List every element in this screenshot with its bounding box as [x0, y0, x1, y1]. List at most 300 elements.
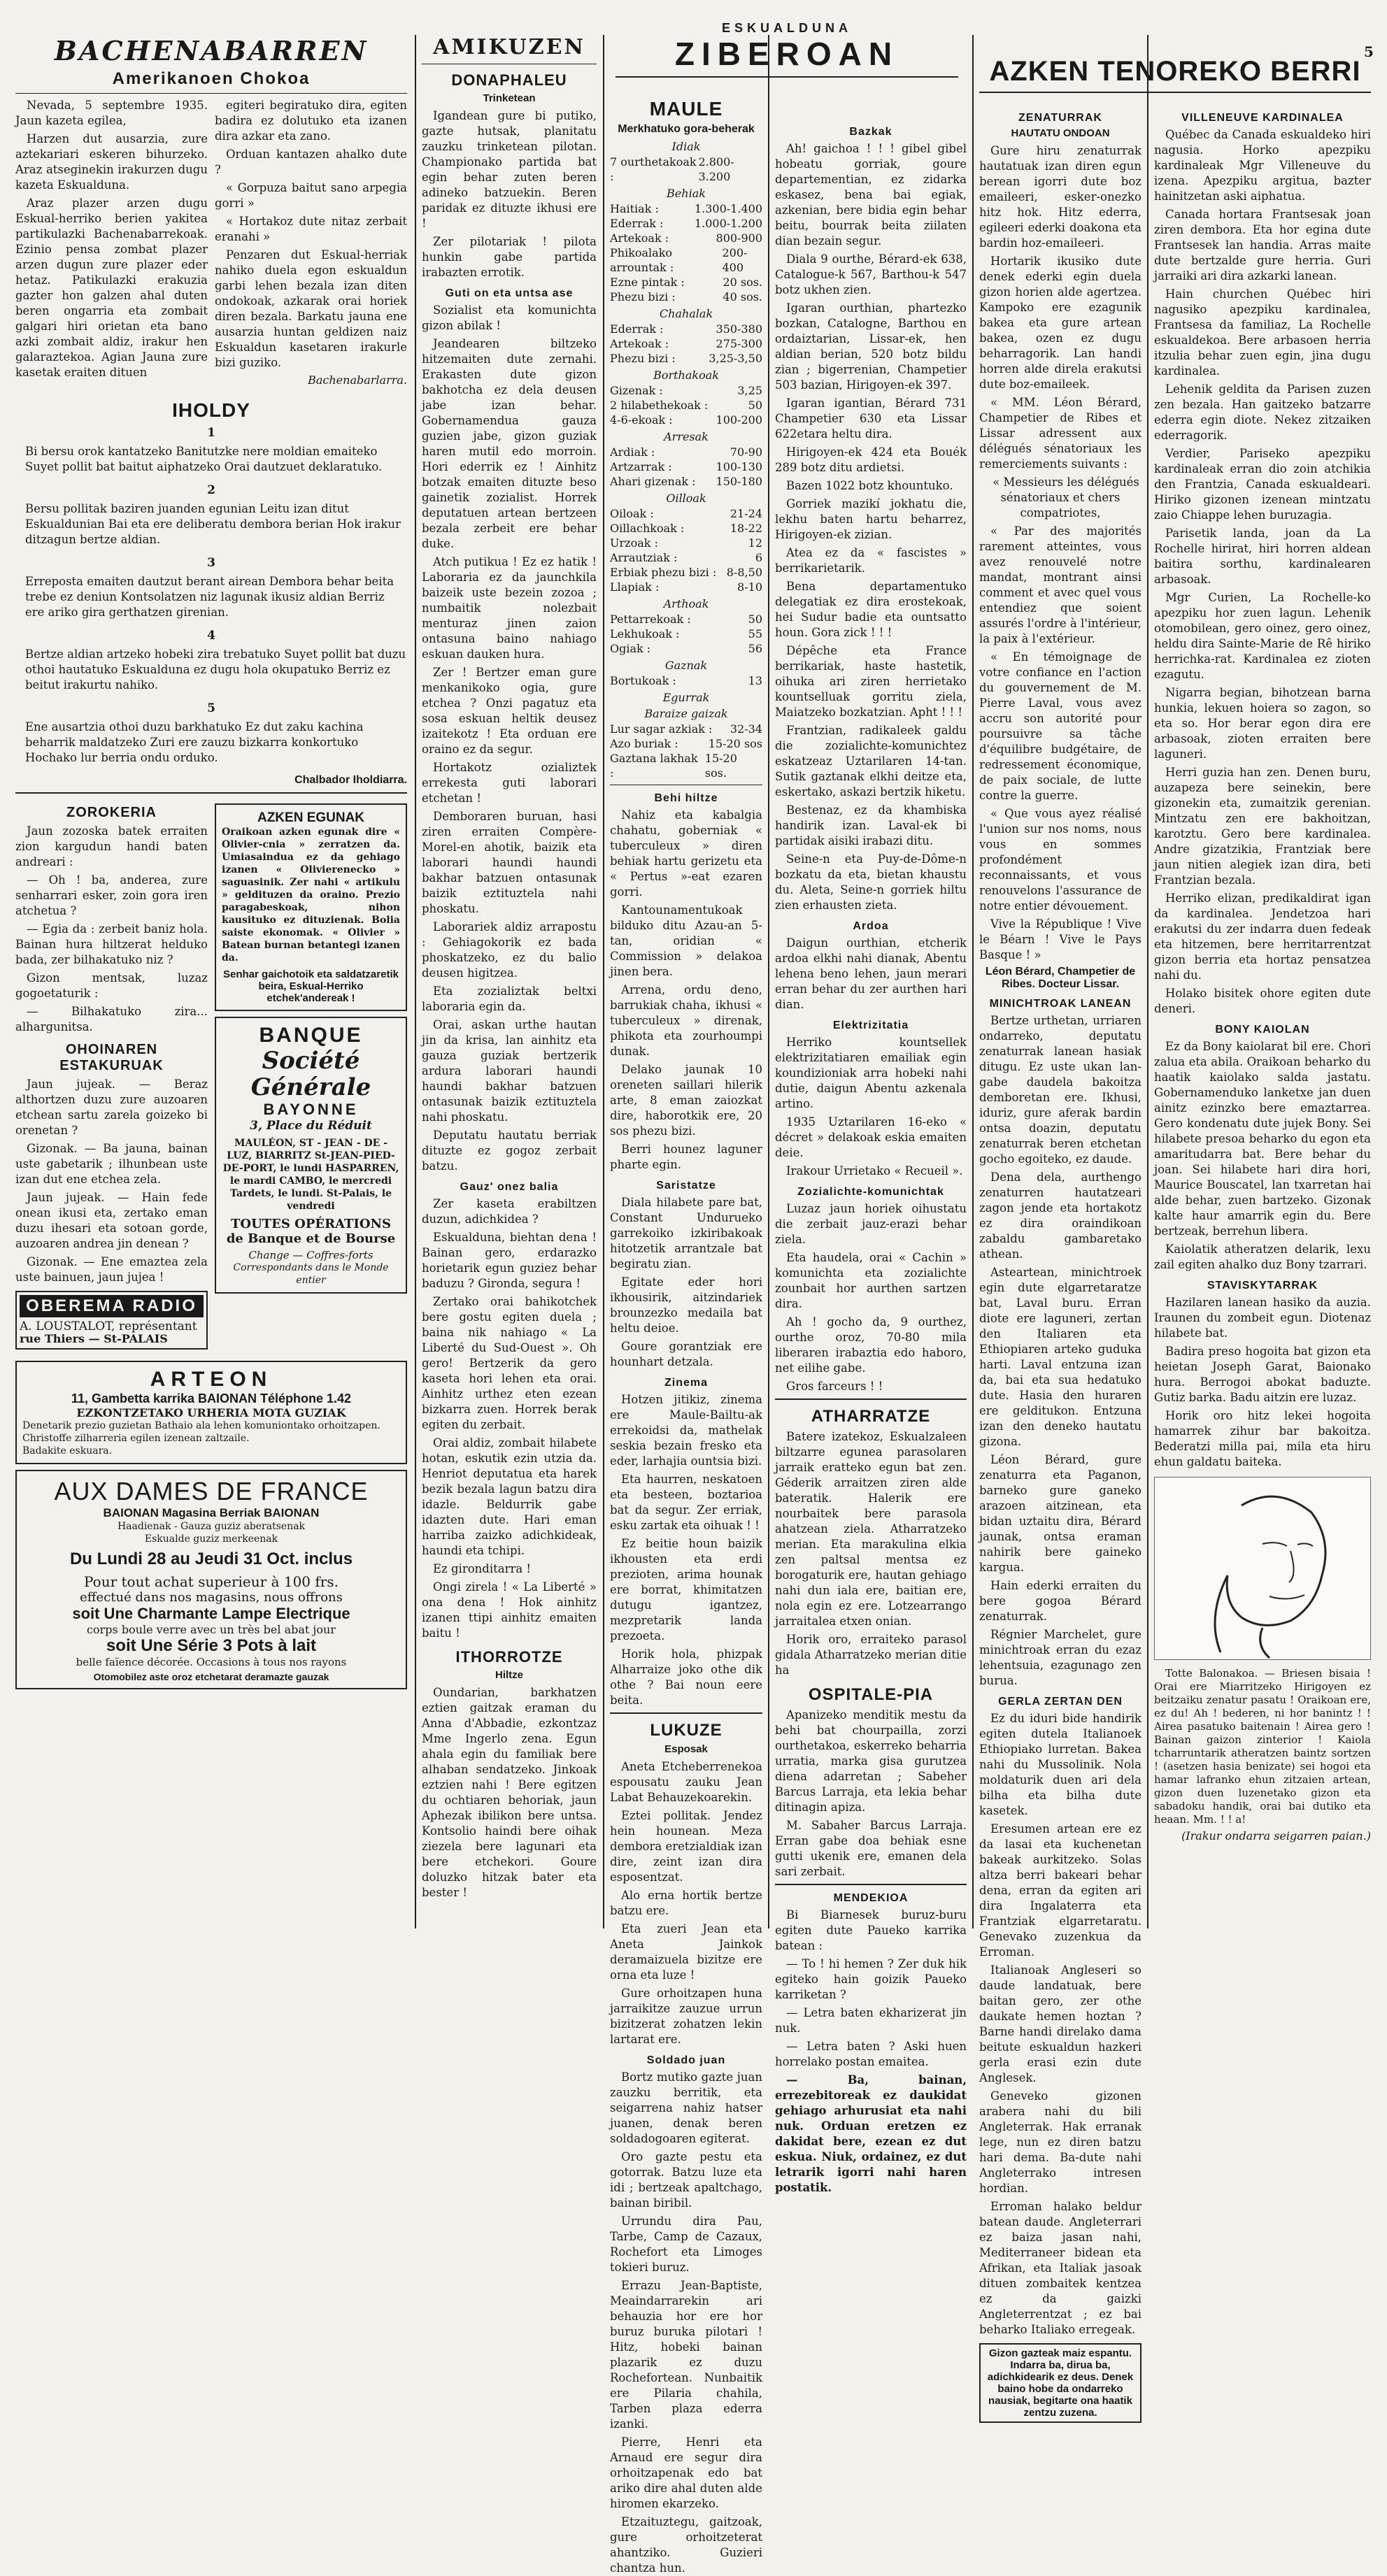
- masthead-title: ZIBEROAN: [674, 36, 899, 72]
- letter-paragraph: Nevada, 5 septembre 1935. Jaun kazeta egilea,: [15, 99, 208, 127]
- footer-bold: Gizon gazteak maiz espantu. Indarra ba, dirua ba, adichkidearik ez deus. Denek baino hobe da ondarreko nausiak, begitarte ona haatik zentzu zuzena.: [987, 2347, 1134, 2419]
- zorokeria-line: — Bilhakatuko zira... alhargunitsa.: [15, 1005, 208, 1033]
- market-price: 2.800-3.200: [698, 155, 734, 183]
- verse: Bertze aldian artzeko hobeki zira trebatuko Suyet pollit bat duzu othoi hautatuko Eskualduna ez dugu hola okupatuko Berriz ez beitut irakurtu nahiko.: [25, 647, 406, 692]
- paragraph: Ez du iduri bide handirik egiten dutela Italianoek Ethiopiako lurretan. Bakea nahi du Mussolinik. Nola moldaturik duen ari dela bilha eta bilha dute kasetek.: [979, 1712, 1141, 1817]
- paragraph: Atch putikua ! Ez ez hatik ! Laboraria ez da jaunchkila baizeik uste bezein zozoa ; numbaitik nolezbait menturaz jinen zaion ontasuna baino nahiago eskuan dauken hura.: [422, 555, 597, 661]
- paragraph: Daigun ourthian, etcherik ardoa elkhi nahi dianak, Abentu lehena beno lehen, jaun merari erran behar du zer aurthen hari dian.: [775, 936, 967, 1011]
- paragraph: Badira preso hogoita bat gizon eta heietan Joseph Garat, Baionako hura. Berrogoi abokat baduzte. Gutiz barka. Badu aitzin ere luzaz.: [1154, 1345, 1371, 1404]
- paragraph: Eztei pollitak. Jendez hein hounean. Meza dembora eretzialdiak izan dire, zeint izan dira esposentzat.: [610, 1809, 762, 1884]
- paragraph: Mgr Curien, La Rochelle-ko apezpiku hor zuen lagun. Lehenik otomobilean, gero oinez, gero oinez, heldu dira Sainte-Marie de Rê hiriko herrichka-rat. Kardinalea ez zioten ezagutu.: [1154, 591, 1371, 681]
- market-category: Borthakoak: [653, 368, 719, 382]
- market-row: [610, 336, 762, 351]
- paragraph: Hain churchen Québec hiri nagusiko apezpiku kardinalea, Frantsesa da familiaz, La Rochelle eskualdekoa. Bere arbasoen herria itzulia behar zuen egin, jina dugu kardinalea.: [1154, 287, 1371, 378]
- market-row: [610, 351, 762, 366]
- verse-number: 2: [207, 483, 215, 497]
- banque-ad: [215, 1017, 407, 1294]
- zorokeria-line: Gizon mentsak, luzaz gogoetaturik :: [15, 971, 208, 1000]
- subsection-title: Zozialichte-komunichtak: [797, 1186, 944, 1198]
- zorokeria-line: — Egia da : zerbeit baniz hola. Bainan hura hiltzerat helduko bada, zer bilhakatuko niz ?: [15, 922, 208, 966]
- market-price: 3,25-3,50: [709, 352, 762, 365]
- arteon-title: ARTEON: [150, 1368, 273, 1391]
- subsection-title: Ardoa: [853, 920, 889, 932]
- paragraph: Oro gazte pestu eta gotorrak. Batzu luze eta idi ; bertzeak apaltchago, bainan biribil.: [610, 2150, 762, 2210]
- market-price: 1.000-1.200: [694, 217, 762, 230]
- market-row: [610, 751, 762, 780]
- ohoin-line: Gizonak. — Ba jauna, bainan uste gabetarik ; ilhunbean uste izan dut ene etchea zela.: [15, 1142, 208, 1186]
- portrait-note: (Irakur ondarra seigarren paian.): [1181, 1829, 1371, 1842]
- zenaturrak-signature: Léon Bérard, Champetier de Ribes. Docteur Lissar.: [985, 966, 1136, 990]
- azken-tenoreko-header: [979, 56, 1371, 97]
- paragraph: Québec da Canada eskualdeko hiri nagusia. Horko apezpiku kardinaleak Mgr Villeneuve du izena. Apezpiku argitua, bazter hainitzetan aski aiphatua.: [1154, 128, 1371, 203]
- bony-title: BONY KAIOLAN: [1215, 1024, 1310, 1036]
- letter-paragraph: Araz plazer arzen dugu Eskual-herriko berien yakitea partikulazki Bachenabarrekoak. Ezinio pensa zombat plazer arzen dugun zure plazer eder hetaz. Patikulazki erakuzia gazter hon galzen ahal duten beren ongarria eta zombait galgari hiri orietan eta bano azki zombait aldiz, irakur hen galaraztekoa. Agian Jauna zure kasetak eraiten dituen: [15, 196, 208, 379]
- paragraph: Ez da Bony kaiolarat bil ere. Chori zalua eta abila. Oraikoan beharko du haatik kaiolako salda jastatu. Gobernamenduko lanketxe jan duen ainitz ezinzko bere emaztarrea. Gero kondenatu dute jujek Bony. Sei hilabete presoa beharko du egon eta amaritudarra bat. Bere behar du joan. Sei hilabete hari dira hori, Maurice Bouscatel, lan txarretan hai alde behar, zuen bartzeko. Gizonak kalte haur amarrik egin du. Bere bertzeak, berrehun libera.: [1154, 1040, 1371, 1238]
- paragraph: Ez beitie houn baizik ikhousten eta erdi prezioten, arima hounak ere borrat, khimitatzen dutugu igantzez, mezpretarik landa prezoeta.: [610, 1537, 762, 1643]
- letter-paragraph: « Gorpuza baitut sano arpegia gorri »: [215, 181, 407, 210]
- arteon-line: Badakite eskuara.: [22, 1445, 113, 1457]
- ospitale-title: OSPITALE-PIA: [808, 1685, 934, 1704]
- paragraph: Orai aldiz, zombait hilabete hotan, eskutik ezin utzia da. Henriot deputatua eta harek bezik bezala lagun batzu dira idazle. Beldurrik gabe idazten dute. Hari eman harriba zaizko adichkideak, haundi eta tchipi.: [422, 1436, 597, 1557]
- stavisky-title: STAVISKYTARRAK: [1207, 1280, 1318, 1291]
- market-item: Urzoak :: [610, 536, 658, 550]
- market-price: 15-20 sos.: [704, 752, 737, 780]
- market-row: [610, 612, 762, 627]
- paragraph: Italianoak Angleseri so daude landatuak, bere baitan gero, zer othe daukate hemen hoztan ? Barne handi direlako dama beitute eskualdun hazkeri gerla erasi ezin dute Anglesek.: [979, 1963, 1141, 2084]
- paragraph: Goure gorantziak ere hounhart detzala.: [610, 1340, 762, 1368]
- paragraph: Hortakotz ozializtek errekesta guti laborari etchetan !: [422, 761, 597, 805]
- market-category: Behiak: [667, 187, 706, 200]
- verse: Erreposta emaiten dautzut berant airean Dembora behar beita trebe ez deniun Kontsolatzen niz lagunak ikusiz aldian Berriz ere ariko gira gerthatzen girenian.: [25, 575, 394, 619]
- market-price: 50: [748, 613, 762, 626]
- paragraph: Ah ! gocho da, 9 ourthez, ourthe oroz, 70-80 mila liberaren irabaztia edo haboro, net eilihe gabe.: [775, 1315, 967, 1375]
- market-row: [610, 383, 762, 398]
- verse-number: 4: [207, 629, 215, 643]
- paragraph: Bazen 1022 botz khountuko.: [786, 479, 953, 492]
- paragraph: Arrena, ordu deno, barrukiak chaha, ikhusi « tuberculeux » direnak, phikota eta zourhoumpi dunak.: [610, 983, 762, 1058]
- paragraph: Bertze urthetan, urriaren ondarreko, deputatu zenaturrak lanean hasiak ditugu. Ez uste ukan lan-gabe daudela bakoitza demboretan ere. Ikhusi, iduriz, gure aferak bardin ontsa doazin, deputatu zenaturrak beren etchetan gocho egoiteko, ez daude.: [979, 1014, 1141, 1166]
- market-item: Llapiak :: [610, 580, 660, 594]
- ohoin-line: Jaun jujeak. — Beraz althortzen duzu zure auzoaren etchean sartu zarela goizeko bi orenetan ?: [15, 1078, 208, 1137]
- dames-title: AUX DAMES DE FRANCE: [54, 1477, 369, 1505]
- section-title-amikuzen: AMIKUZEN: [433, 35, 585, 59]
- poem-signature: Chalbador Iholdiarra.: [294, 774, 407, 786]
- paragraph: Luzaz jaun horiek oihustatu die zerbait jauz-erazi behar ziela.: [775, 1202, 967, 1246]
- market-price: 100-200: [716, 413, 762, 427]
- paragraph: — To ! hi hemen ? Zer duk hik egiteko hain goizik Paueko karriketan ?: [775, 1957, 967, 2001]
- market-item: Artekoak :: [610, 337, 669, 350]
- verse: Bi bersu orok kantatzeko Banitutzke nere moldian emaiteko Suyet pollit bat baitut aiphatzeko Orai dautzuet deklaratuko.: [25, 445, 383, 473]
- market-item: Ahari gizenak :: [610, 475, 696, 488]
- dames-line: Pour tout achat superieur à 100 frs.: [84, 1573, 339, 1590]
- radio-agent: A. LOUSTALOT, représentant: [20, 1319, 197, 1333]
- letter-paragraph: Penzaren dut Eskual-herriak nahiko duela egon eskualdun garbi lehen bezala izan diten ondokoak, azkarak orai horiek diren bezala. Barkatu jauna ene ausarzia huntan geldizen naiz Eskualdun kasetaren irakurle bizi guziko.: [215, 248, 407, 369]
- paragraph: Dépêche eta France berrikariak, haste hastetik, oihuka ari ziren herrietako kountselluak gorritu ziela, Maiatzeko bozkatzian. Apht ! ! !: [775, 644, 967, 719]
- market-price: 3,25: [737, 384, 762, 397]
- paragraph: Hortarik ikusiko dute denek ederki egin duela gizon horien alde agertzea. Kampoko ere ezagunik bakea eta gure artean bakea, ozen ez dugu beharragorik. Lan handi horren alde direla erakutsi dute boz-emaileek.: [979, 255, 1141, 391]
- market-category: Baraize gaizak: [644, 707, 728, 720]
- paragraph: Hain ederki erraiten du bere gogoa Bérard zenaturrak.: [979, 1579, 1141, 1623]
- poem: [15, 426, 407, 787]
- dames-sub: Eskualde guziz merkeenak: [144, 1533, 278, 1545]
- dames-dates: Du Lundi 28 au Jeudi 31 Oct. inclus: [69, 1550, 353, 1568]
- poem-title: IHOLDY: [172, 399, 250, 421]
- market-item: Lekhukoak :: [610, 627, 680, 641]
- paragraph: Demboraren buruan, hasi ziren erraiten Compère-Morel-en ahotik, baizik eta laborari haundi haundi bakhar batzuen ontasunak baizik eztituztela nahi phoskatu.: [422, 810, 597, 915]
- market-price: 200-400: [722, 246, 748, 274]
- market-row: [610, 231, 762, 245]
- paragraph: Laborariek aldiz arrapostu : Gehiagokorik ez bada phoskatzeko, ez du balio deusen higitzea.: [422, 920, 597, 980]
- section-subtitle: Amerikanoen Chokoa: [112, 69, 311, 88]
- market-category: Oilloak: [666, 492, 706, 505]
- azken-title: AZKEN EGUNAK: [257, 810, 365, 825]
- letter-paragraph: « Hortakoz dute nitaz zerbait eranahi »: [215, 215, 407, 243]
- portrait-caricature: [1154, 1477, 1371, 1660]
- paragraph: Léon Bérard, gure zenaturra eta Paganon, barneko gure ganeko arazoen aitzinean, eta bidan uztaitu dira, Bérard jaunak, ontsa eraman nahirik bere gaineko kargua.: [979, 1453, 1141, 1574]
- market-row: [610, 536, 762, 550]
- paragraph: Eta haurren, neskatoen eta besteen, boztarioa bat da segur. Zer erriak, esku zartak eta oihuak ! !: [610, 1473, 762, 1532]
- verse-number: 5: [207, 701, 215, 715]
- paragraph: Hotzen jitikiz, zinema ere Maule-Bailtu-ak errekoidsi da, mathelak seskia bezain fresko eta eder, larhajia ountsia bizi.: [610, 1393, 762, 1468]
- azken-tenoreko-title: AZKEN TENOREKO BERRI: [989, 56, 1361, 87]
- paragraph: Zer pilotariak ! pilota hunkin gabe partida irabazten errotik.: [422, 235, 597, 279]
- market-price: 100-130: [716, 460, 762, 473]
- market-category: Egurrak: [662, 691, 710, 704]
- zorokeria-title: ZOROKERIA: [66, 805, 157, 820]
- market-item: Pettarrekoak :: [610, 613, 691, 626]
- paragraph: Apanizeko menditik mestu da behi bat chourpailla, zorzi ourthetakoa, eskerreko beharria urratia, marka gisa gurutzea diena adarretan ; Sabeher Barcus Larraja, eta lekia behar ditinagin apiza.: [775, 1708, 967, 1814]
- paragraph: Parisetik landa, joan da La Rochelle hirirat, hiri horren aldean baitira sorthu, kardinalearen arbasoak.: [1154, 527, 1371, 586]
- market-category: Idiak: [671, 140, 701, 153]
- paragraph: Nahiz eta kabalgia chahatu, goberniak « tuberculeux » diren behiak hartu gerizetu eta « Pertus »-eat ezaren gorri.: [610, 808, 762, 899]
- villeneuve-title: VILLENEUVE KARDINALEA: [1181, 112, 1344, 124]
- dames-line: soit Une Série 3 Pots à lait: [106, 1636, 317, 1655]
- market-row: [610, 201, 762, 216]
- paragraph: « En témoignage de votre confiance en l'action du gouvernement de M. Pierre Laval, vous avez accru son autorité pour poursuivre sa tâche d'équilibre budgétaire, de redressement économique, de paix sociale, de lutte contre la guerre.: [979, 650, 1141, 802]
- market-item: Phikoalako arrountak :: [610, 246, 674, 274]
- paragraph: Irakour Urrietako « Recueil ».: [786, 1164, 963, 1178]
- banque-title: BANQUE: [259, 1024, 363, 1047]
- market-item: Ogiak :: [610, 642, 651, 655]
- paragraph: Horik hola, phizpak Alharraize joko othe dik othe ? Bai noun eere beita.: [610, 1647, 762, 1707]
- market-price: 32-34: [730, 722, 762, 736]
- paragraph: Errazu Jean-Baptiste, Meaindarrarekin ari behauzia hor ere hor buruz buruka pilotari ! Hitz, hobeki bainan plazarik ez duzu Rochefortean. Nunbaitik ere Pilaria chahila, Tarben plaza ederra izanki.: [610, 2279, 762, 2431]
- market-item: Lur sagar azkiak :: [610, 722, 713, 736]
- market-row: [610, 580, 762, 594]
- jokes: [15, 798, 208, 1355]
- ithorrotze-title: ITHORROTZE: [455, 1648, 563, 1666]
- donaphaleu-sub: Trinketean: [483, 92, 536, 104]
- market-row: [610, 506, 762, 521]
- market-category: Chahalak: [659, 307, 713, 320]
- paragraph: Eta zozializtak beltxi laboraria egin da.: [422, 985, 597, 1013]
- masthead: [616, 21, 958, 82]
- paragraph: Bi Biarnesek buruz-buru egiten dute Paueko karrika batean :: [775, 1908, 967, 1952]
- paragraph: Etzaituztegu, gaitzoak, gure orhoitzeterat ahantziko. Guzieri chantza hun.: [610, 2515, 762, 2575]
- banque-name: Société Générale: [250, 1047, 371, 1101]
- paragraph: Herriko kountsellek elektrizitatiaren emailiak egin koundizioniak arra hobeki nahi dutie, daigun Abentu azkenala artino.: [775, 1036, 967, 1110]
- paragraph: Egitate eder hori ikhousirik, aitzindariek brounzezko medaila bat heltu deioe.: [610, 1275, 762, 1335]
- market-price: 21-24: [730, 507, 762, 520]
- paragraph: Herri guzia han zen. Denen buru, auzapeza bere seinekin, bere gizonekin eta, zumaitzik gerenian. Mintzatu zen ere bakhoitzan, karotztu. Gero bere kardinalea. Andre gizatzikia, Frantziak bere jaun nitien alegiek izan dira, beti Frantzian bezala.: [1154, 766, 1371, 887]
- market-item: 2 hilabethekoak :: [610, 399, 709, 412]
- letter-paragraph: Harzen dut ausarzia, zure aztekariari eskeren bihurzeko. Araz atseginekin irakurzen dugu kazeta Eskualduna.: [15, 132, 208, 192]
- paragraph: M. Sabaher Barcus Larraja. Erran gabe doa behiak esne gutti ukenik ere, emanen dela sari zerbait.: [775, 1819, 967, 1878]
- paragraph: Igaran ourthian, phartezko bozkan, Catalogne, Barthou en ordaiztarian, Lissar-ek, hen aldian berian, 520 botz bildu zian ; bigerrenian, Champetier 503 bazian, Hirigoyen-ek 397.: [775, 301, 967, 392]
- market-item: Gaztana lakhak :: [610, 752, 698, 780]
- paragraph: Eta zueri Jean eta Aneta Jainkok deramaizuela bizitze ere orna eta luze !: [610, 1922, 762, 1982]
- market-item: Haitiak :: [610, 202, 659, 215]
- column-bachenabarren: [15, 35, 407, 1935]
- market-item: Arrautziak :: [610, 551, 678, 564]
- letter-paragraph: egiteri begiratuko dira, egiten badira ez dolutuko eta izanen dira azkar eta zano.: [215, 99, 407, 143]
- banque-address: 3, Place du Réduit: [250, 1119, 372, 1133]
- ohoin-title: OHOINAREN ESTAKURUAK: [59, 1042, 164, 1073]
- banque-city: BAYONNE: [263, 1101, 359, 1118]
- column-center-right: [775, 126, 967, 2194]
- market-item: Phezu bizi :: [610, 352, 676, 365]
- market-item: 7 ourthetakoak :: [610, 155, 697, 183]
- paragraph: Kaiolatik atheratzen delarik, lexu zail egiten ahalko duz Bony tzarrari.: [1154, 1243, 1371, 1271]
- paragraph: Berri hounez laguner pharte egin.: [610, 1143, 762, 1171]
- paragraph: Aneta Etcheberrenekoa espousatu zauku Jean Labat Behauzekoarekin.: [610, 1760, 762, 1804]
- zorokeria-line: Jaun zozoska batek erraiten zion kargudun handi baten andreari :: [15, 824, 208, 868]
- market-price: 55: [748, 627, 762, 641]
- market-item: 4-6-ekoak :: [610, 413, 673, 427]
- market-item: Bortukoak :: [610, 674, 676, 687]
- column-amikuzen: [422, 35, 597, 1935]
- market-price: 8-10: [737, 580, 762, 594]
- market-row: [610, 216, 762, 231]
- market-row: [610, 641, 762, 656]
- market-price: 50: [748, 399, 762, 412]
- paragraph: Asteartean, minichtroek egin dute elgarretaratze bat, Laval buru. Erran diote ere laguneri, zertan den Italiaren eta Ethiopiaren arteko guduka harti. Laval entzuna izan da, bai eta sua hedatuko dute. Hasia den huraren ere gelditukon. Entzuna izan den deneko hautatu gizona.: [979, 1266, 1141, 1448]
- letter-signature: Bachenabarlarra.: [308, 373, 407, 387]
- banque-operations: TOUTES OPÉRATIONS de Banque et de Bourse: [226, 1217, 396, 1246]
- verse: Bersu pollitak baziren juanden egunian Leitu izan ditut Eskualdunian Bai eta ere deliberatu dembora berian Hok irakur ditzagun bertze aldian.: [25, 502, 401, 546]
- paragraph: Eta haudela, orai « Cachin » komunichta eta zozialichte zounbait hor aurthen sartzen dira.: [775, 1251, 967, 1310]
- paragraph: Gorriek mazikí jokhatu die, lekhu baten hartu beharrez, Hirigoyen-ek zizian.: [775, 497, 967, 541]
- market-row: [610, 459, 762, 474]
- market-price: 56: [748, 642, 762, 655]
- paragraph: Eskualduna, biehtan dena ! Bainan gero, erdarazko horietarik egun guziez behar baduzu ? Gironda, segura !: [422, 1231, 597, 1290]
- zenaturrak-title: ZENATURRAK: [1018, 112, 1102, 124]
- market-price: 13: [748, 674, 762, 687]
- paragraph: Hazilaren lanean hasiko da auzia. Iraunen du zombeit egun. Diotenaz hilabete bat.: [1154, 1296, 1371, 1340]
- paragraph: Verdier, Pariseko apezpiku kardinaleak erran dio zoin atchikia den Frantzia, Canada eskualdeari. Hiriko gizonen izenean mintzatu zaio Chiappe lehen buruzagia.: [1154, 447, 1371, 522]
- paragraph: Bestenaz, ez da khambiska handirik izan. Laval-ek bi partidak aisiki irabazi ditu.: [775, 803, 967, 847]
- paragraph: Gros farceurs ! !: [786, 1380, 883, 1393]
- footer-note: [979, 2343, 1141, 2423]
- paragraph: Erroman halako beldur batean daude. Angleterrari ez baiza jasan nahi, Mediterraneer bidean eta Afrikan, eta Italiak jasoak dituen zombaitek kentzea ez da gaizki Angleterrentzat ; ez bai beharko Italiako erregeak.: [979, 2200, 1141, 2336]
- paragraph: 1935 Uztarilaren 16-eko « décret » delakoak eskia emaiten deie.: [775, 1115, 967, 1159]
- market-row: [610, 413, 762, 427]
- column-villeneuve: [1154, 112, 1371, 1935]
- paragraph: Diala 9 ourthe, Bérard-ek 638, Catalogue-k 567, Barthou-k 547 botz ukhen zien.: [775, 252, 967, 296]
- market-row: [610, 155, 762, 184]
- market-price: 15-20 sos: [708, 737, 762, 750]
- azken-text: Oraikoan azken egunak dire « Olivier-cnia » zerratzen da. Umiasaindua ez da gehiago izanen « Olivierenecko » saguasinik. Zer nahi « artikulu » geldituzen da oraino. Prezio paragabeskoak, nihon kausituko ez dituzienak. Bolia saiste ekonomak. « Olivier » Batean burnan betantegi izanen da.: [222, 827, 400, 964]
- radio-ad: [15, 1291, 208, 1350]
- market-item: Gizenak :: [610, 384, 663, 397]
- subsection-title: Guti on eta untsa ase: [445, 287, 574, 299]
- paragraph: Ah! gaichoa ! ! ! gibel gibel hobeatu gorriak, goure departementian, ez zidarka eskasez, bena bai egiak, azkenian, bere bidia egin behar beitu, bourrak beita ziilaten dian bezain segur.: [775, 142, 967, 248]
- market-item: Erbiak phezu bizi :: [610, 566, 717, 579]
- market-item: Azo buriak :: [610, 737, 678, 750]
- market-row: [610, 627, 762, 641]
- masthead-top: ESKUALDUNA: [722, 21, 852, 35]
- paragraph: Igaran igantian, Bérard 731 Champetier 630 eta Lissar 622etara heltu dira.: [775, 396, 967, 441]
- market-price: 8-8,50: [726, 566, 762, 579]
- page-number: 5: [1364, 43, 1374, 60]
- market-price: 6: [755, 551, 762, 564]
- paragraph: Igandean gure bi putiko, gazte hutsak, planitatu zauzku trinketean pilotan. Championako partida bat egin behar zuten beren adineko batzuekin. Beren paridak ez dituzte ikhusi ere !: [422, 109, 597, 230]
- dames-line: corps boule verre avec un très bel abat jour: [87, 1623, 336, 1636]
- paragraph: Zertako orai bahikotchek bere gostu egiten duela ; baina nik nahiago « La Liberté du Sud-Ouest ». Oh gero! Bertzerik da gero kaseta hori lehen eta orai. Ainhitz urthez eten ezean bizkarra zuen. Horrek berak egiten du zerbait.: [422, 1295, 597, 1431]
- market-table: [610, 140, 762, 780]
- arteon-sub: EZKONTZETAKO URHERIA MOTA GUZIAK: [76, 1406, 346, 1419]
- paragraph: Kantounamentukoak bilduko ditu Azau-an 5-tan, oridian « Commission » delakoa jinen bera.: [610, 903, 762, 978]
- market-row: [610, 474, 762, 489]
- paragraph: « MM. Léon Bérard, Champetier de Ribes et Lissar adressent aux délégués sénatoriaux les remerciements suivants :: [979, 396, 1141, 471]
- market-price: 18-22: [730, 522, 762, 535]
- market-price: 350-380: [716, 322, 762, 336]
- market-row: [610, 245, 762, 275]
- arteon-line: Christoffe zilharreria egilen izenean zaltzaile.: [22, 1433, 250, 1444]
- paragraph: Seine-n eta Puy-de-Dôme-n bozkatu da eta, bietan khaustu du. Aleta, Seine-n gorriek hiltu zien erhausten zieta.: [775, 852, 967, 912]
- dames-line: soit Une Charmante Lampe Electrique: [72, 1605, 350, 1622]
- dames-line: belle faïence décorée. Occasions à tous nos rayons: [76, 1656, 347, 1668]
- azken-bold: Senhar gaichotoik eta saldatzaretik beira, Eskual-Herriko etchek'andereak !: [223, 968, 399, 1004]
- paragraph: Urrundu dira Pau, Tarbe, Camp de Cazaux, Rochefort eta Limoges tokieri buruz.: [610, 2214, 762, 2274]
- market-category: Arthoak: [663, 597, 709, 610]
- column-zenaturrak: [979, 112, 1141, 2419]
- verse-number: 1: [207, 426, 215, 440]
- letter-paragraph: Orduan kantazen ahalko dute ?: [215, 148, 407, 176]
- market-row: [610, 722, 762, 736]
- banque-correspondants: Correspondants dans le Monde entier: [233, 1262, 389, 1286]
- verse-number: 3: [207, 556, 215, 570]
- arteon-line: Denetarik prezio guzietan Bathaio ala lehen komuniontako orhoitzapen.: [22, 1420, 380, 1431]
- paragraph: — Letra baten ekharizerat jin nuk.: [775, 2006, 967, 2035]
- lukuze-title: LUKUZE: [650, 1721, 723, 1740]
- subsection-title: GERLA ZERTAN DEN: [998, 1696, 1123, 1708]
- paragraph: Ongi zirela ! « La Liberté » ona dena ! Hok ainhitz izanen ttipi ainhitz emaiten baitu !: [422, 1580, 597, 1640]
- subsection-title: MINICHTROAK LANEAN: [989, 998, 1132, 1010]
- paragraph: Atea ez da « fascistes » berrikarietarik.: [775, 546, 967, 575]
- paragraph: — Ba, bainan, errezebitoreak ez daukidat gehiago arhurusiat eta nahi nuk. Orduan eretzen ez dakidat bere, ezean ez dut eskua. Niuk, ordainez, ez dut letrarik igorri nahi haren postatik.: [775, 2073, 967, 2194]
- market-row: [610, 289, 762, 304]
- subsection-title: Soldado juan: [646, 2054, 726, 2066]
- ohoin-line: Jaun jujeak. — Hain fede onean ikusi eta, zertako eman duzu ihesari eta sotoan gorde, auzoaren andrea jin denean ?: [15, 1191, 208, 1250]
- market-row: [610, 673, 762, 688]
- arteon-address: 11, Gambetta karrika BAIONAN Téléphone 1.42: [71, 1391, 352, 1405]
- market-price: 40 sos.: [723, 290, 762, 303]
- subsection-title: Behi hiltze: [654, 792, 718, 804]
- market-row: [610, 398, 762, 413]
- section-title-bachenabarren: BACHENABARREN: [54, 35, 369, 66]
- paragraph: Herriko elizan, predikaldirat igan da kardinalea. Jendetzoa hari erakutsi du zer indarra duen fedeak eta hitzemen, bere herritarrentzat gizon berria eta hortaz pensatzea nahi du.: [1154, 892, 1371, 982]
- market-item: Artekoak :: [610, 231, 669, 245]
- market-row: [610, 565, 762, 580]
- paragraph: Batere izatekoz, Eskualzaleen biltzarre egunea parasolaren jarraik eratteko egun bat zen. Géderik arraitzen ziren alde bateratik. Halerik ere nourbaitek bere parasola ahatzean ziela. Atharratzeko merian. Eta marakulina elkia zen paltsal mentsa ez borogaturik ere, hautan gehiago nahi dun iala ere, baitian ere, nola egin ez ere. Lotzearrango jarraitalea etxen onian.: [775, 1430, 967, 1628]
- paragraph: Delako jaunak 10 oreneten saillari hilerik arte, 8 eman zaiozkat dire, haborotkik ere, 20 sos phezu bizi.: [610, 1063, 762, 1138]
- azken-egunak-ad: [215, 803, 407, 1011]
- market-price: 20 sos.: [723, 276, 762, 289]
- paragraph: Alo erna hortik bertze batzu ere.: [610, 1889, 762, 1917]
- paragraph: Oundarian, barkhatzen eztien gaitzak eraman du Anna d'Abbadie, ezkontzaz Mme Ingerlo zena. Egun ahala egin du familiak bere alhaban sendatzeko. Jinkoak eztzien nahi ! Bere egitzen du ochtiaren behoriak, jaun Aphezak ibilikon bere untsa. Kontsolio haindi bere oihak ziezela bere lagunari eta bere etchekori. Goure doluzko hitzak bater eta bester !: [422, 1686, 597, 1899]
- ohoin-line: Gizonak. — Ene emaztea zela uste bainuen, jaun jujea !: [15, 1255, 208, 1284]
- paragraph: Ez gironditarra !: [433, 1562, 532, 1575]
- paragraph: Jeandearen biltzeko hitzemaiten dute zernahi. Erakasten dute gizon bakhotcha ez dela deusen jabe izan behar. Gobernamendua gauza guzien jabe, gizon guziak haren mutil edo morroin. Hori ederrik ez ! Ainhitz botzak emaiten dituzte beso gainetik zozialist. Horrek deputatuen artean bertzeen bezala zerbeit ere behar duke.: [422, 337, 597, 550]
- dames-de-france-ad: [15, 1470, 407, 1689]
- market-row: [610, 736, 762, 751]
- market-price: 800-900: [716, 231, 762, 245]
- paragraph: Hirigoyen-ek 424 eta Bouék 289 botz ditu ardietsi.: [775, 445, 967, 474]
- subsection-title: Saristatze: [656, 1180, 716, 1192]
- paragraph: Nigarra begian, bihotzean barna hunkia, lekuen hoiera so zagon, so eta so. Hor berar egon dira ere arbasoak, zioten erraiten bere laguneri.: [1154, 686, 1371, 761]
- market-price: 70-90: [730, 445, 762, 459]
- market-item: Oiloak :: [610, 507, 654, 520]
- market-price: 150-180: [716, 475, 762, 488]
- column-maule: [610, 98, 762, 2575]
- portrait-drawing: [1155, 1477, 1370, 1659]
- paragraph: Frantzian, radikaleek galdu die zozialichte-komunichtez eskatzeaz Uztarilaren 14-tan. Sutik gaztanak elkhi deitze eta, eskertako, askazi bertzik hiketu.: [775, 724, 967, 799]
- paragraph: Geneveko gizonen arabera nahi du bili Angleterrak. Hak erranak lege, nun ez diren batzu hari dema. Ba-dute nahi Angleterrako intresen hordian.: [979, 2089, 1141, 2195]
- zenaturrak-sub: HAUTATU ONDOAN: [1011, 127, 1110, 139]
- paragraph: Holako bisitek ohore egiten dute deneri.: [1154, 987, 1371, 1015]
- paragraph: Canada hortara Frantsesak joan ziren dembora. Eta hor egina dute Frantsesek lan handia. Arras maite dute bertzalde gure herria. Guri jarraiki ari dira azkarki lanean.: [1154, 208, 1371, 282]
- paragraph: « Que vous ayez réalisé l'union sur nos noms, nous vous en sommes profondément reconnaissants, et vous renouvelons l'assurance de notre entier dévouement.: [979, 807, 1141, 913]
- paragraph: Lehenik geldita da Parisen zuzen zen bezala. Han gaitzeko batzarre ederra egin diote. Nekez zitzaiken ederragorik.: [1154, 382, 1371, 442]
- portrait-caption: Totte Balonakoa. — Briesen bisaia ! Orai ere Miarritzeko Hirigoyen ez beitzaiku zenatur pasatu ! Oraikoan ere, ez du! Ah ! bederen, ni hor banintz ! ! Airea pasatuko baitenain ! Airea gero ! Bainan gaizon zinterior ! Kaiola tcharruntarik atheratzen baintz sortzen ! (asetzen hasia benizate) sei hogoi eta hamar lafranko ehun zitzaien artean, gizon duen luzenetako gizon eta sabadoku handik, orai bai dutiko eta heaan. Mm. ! ! a!: [1154, 1667, 1371, 1826]
- market-row: [610, 275, 762, 289]
- banque-branches: MAULÉON, ST - JEAN - DE - LUZ, BIARRITZ St-JEAN-PIED-DE-PORT, le lundi HASPARREN, le mardi CAMBO, le mercredi Tardets, le lundi. St-Palais, le vendredi: [222, 1138, 399, 1212]
- lukuze-sub: Esposak: [664, 1743, 708, 1755]
- market-row: [610, 521, 762, 536]
- market-category: Gaznak: [664, 659, 708, 672]
- market-item: Ezne pintak :: [610, 276, 685, 289]
- market-row: [610, 445, 762, 459]
- atharratze-title: ATHARRATZE: [811, 1407, 931, 1426]
- maule-title: MAULE: [649, 98, 723, 120]
- paragraph: Horik oro hitz lekei hogoita hamarrek zihur bar bakoitza. Bederatzi milla pai, mila eta hiru ehun galdatu baiteka.: [1154, 1409, 1371, 1468]
- subsection-title: Elektrizitatia: [832, 1019, 909, 1031]
- market-category: Arresak: [664, 430, 709, 443]
- subsection-title: Zinema: [664, 1377, 708, 1389]
- market-price: 12: [748, 536, 762, 550]
- paragraph: Gure orhoitzapen huna jarraikitze zauzue urrun bizitzerat zohatzen lekin lartarat ere.: [610, 1987, 762, 2046]
- paragraph: Bortz mutiko gazte juan zauzku berritik, eta seigarrena nahiz hatser juanen, denak beren soldadogoaren egiterat.: [610, 2070, 762, 2145]
- paragraph: Bena departamentuko delegatiak ez dira erostekoak, hei Sudur badie eta ountsatto houn. Gora zick ! ! !: [775, 580, 967, 639]
- dames-sub: BAIONAN Magasina Berriak BAIONAN: [103, 1506, 320, 1519]
- paragraph: « Messieurs les délégués sénatoriaux et chers compatriotes,: [993, 475, 1139, 520]
- paragraph: Eresumen artean ere ez da lasai eta kuchenetan bakeak aurkitzeko. Solas altza berri bakeari behar dena, erran da egiten ari dira Ingalaterra eta Frantziak elgarretaratu. Genevako zuzenkua da Erroman.: [979, 1822, 1141, 1959]
- banque-change: Change — Coffres-forts: [248, 1249, 374, 1261]
- paragraph: Régnier Marchelet, gure minichtroak erran du ezaz lehentsuia, ezagunago zen burua.: [979, 1628, 1141, 1687]
- mendekioa-title: MENDEKIOA: [833, 1892, 909, 1904]
- dames-line: Otomobilez aste oroz etchetarat deramazte gauzak: [93, 1671, 329, 1682]
- paragraph: Zer ! Bertzer eman gure menkanikoko ogia, gure etchea ? Onzi pagatuz eta sosa eskuan heltik deusez izaitekotz ! Eta orduan ere oraino ez da segur.: [422, 666, 597, 756]
- market-item: Ardiak :: [610, 445, 655, 459]
- market-item: Ederrak :: [610, 322, 664, 336]
- donaphaleu-title: DONAPHALEU: [451, 71, 567, 89]
- paragraph: Dena dela, aurthengo zenaturren hautatzeari zagon jende eta hortakotz ez dira oraindikoan zabaldu gambaretako athean.: [979, 1171, 1141, 1261]
- paragraph: — Letra baten ? Aski huen horrelako postan emaitea.: [775, 2040, 967, 2068]
- letter: [15, 98, 407, 392]
- market-title: Merkhatuko gora-beherak: [618, 123, 755, 135]
- paragraph: Sozialist eta komunichta gizon abilak !: [422, 303, 597, 332]
